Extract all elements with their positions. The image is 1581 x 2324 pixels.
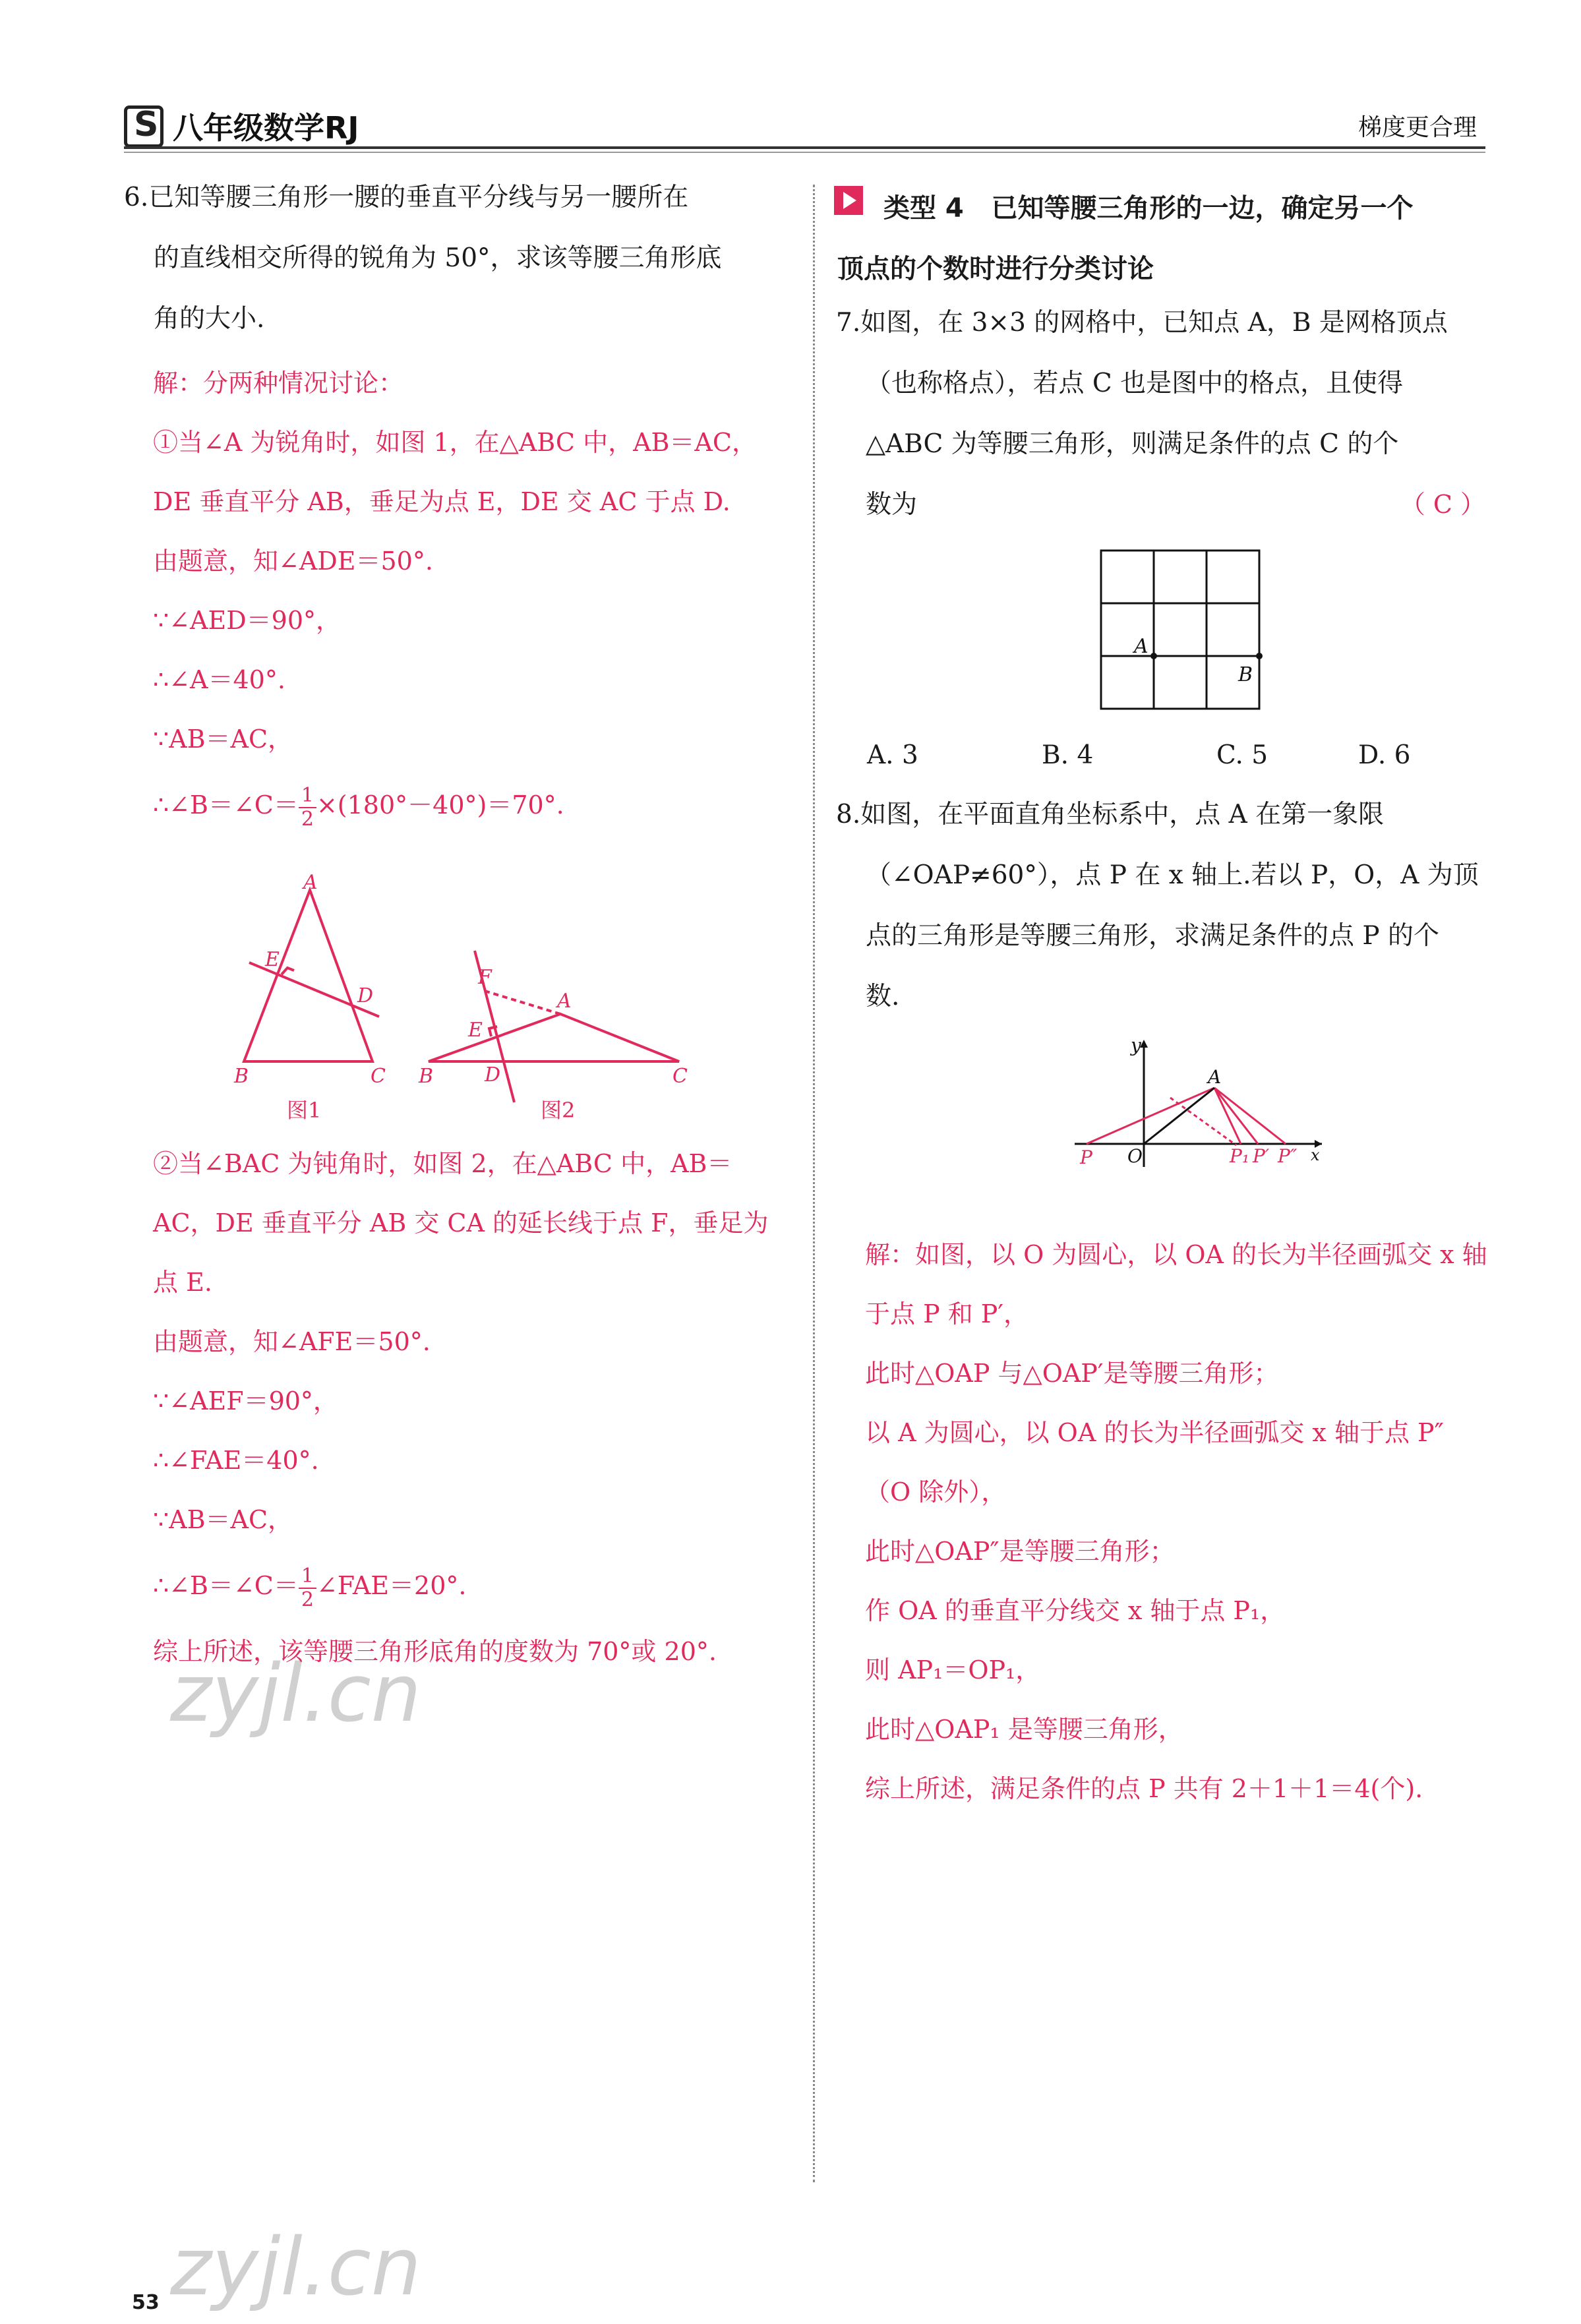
- q7-stem: [836, 293, 1485, 535]
- page-number: 53: [132, 2291, 160, 2314]
- type4-heading: [883, 178, 1414, 239]
- option-C: C. 5: [1216, 740, 1268, 770]
- fig1-label-C: C: [371, 1065, 386, 1088]
- option-D: D. 6: [1358, 740, 1411, 770]
- option-A: A. 3: [867, 740, 918, 770]
- sol-line: 此时△OAP₁ 是等腰三角形，: [865, 1715, 1183, 1744]
- fig1-label-D: D: [357, 984, 374, 1007]
- sol-line: 综上所述，满足条件的点 P 共有 2＋1＋1＝4(个).: [865, 1774, 1423, 1803]
- option-B: B. 4: [1042, 740, 1094, 770]
- sol-line: ∵∠AED＝90°，: [153, 606, 342, 635]
- point-A: [1150, 653, 1157, 659]
- q6-conclusion: 综上所述，该等腰三角形底角的度数为 70°或 20°.: [153, 1637, 717, 1666]
- fig1-label-A: A: [303, 871, 318, 894]
- sol-line: 由题意，知∠ADE＝50°.: [153, 547, 433, 576]
- q8-coordinate-figure: [1068, 1032, 1332, 1174]
- sol-line: 则 AP₁＝OP₁，: [865, 1655, 1041, 1684]
- sol-line: 由题意，知∠AFE＝50°.: [153, 1327, 431, 1356]
- sol-fraction-line: ∴∠B＝∠C＝ $\frac{1}{2}$ ∠FAE＝20°.: [153, 1564, 467, 1611]
- type4-label: 类型 4: [883, 193, 964, 223]
- fig2-label-B: B: [419, 1065, 434, 1088]
- fig2-label-A: A: [557, 990, 572, 1013]
- q8-stem: [836, 785, 1479, 1027]
- q6-line-1: 6.已知等腰三角形一腰的垂直平分线与另一腰所在: [124, 183, 689, 212]
- sol-line: 此时△OAP″是等腰三角形；: [865, 1537, 1175, 1566]
- sol-line: AC，DE 垂直平分 AB 交 CA 的延长线于点 F，垂足为: [153, 1208, 769, 1237]
- sol-line: ∵AB＝AC，: [153, 1505, 293, 1534]
- sol-line: DE 垂直平分 AB，垂足为点 E，DE 交 AC 于点 D.: [153, 487, 731, 516]
- q6-figures: [224, 864, 725, 1141]
- sol-line: 点 E.: [153, 1268, 212, 1297]
- q7-answer-bracket: （ C ）: [1400, 490, 1485, 519]
- sol-line: ∵AB＝AC，: [153, 725, 293, 754]
- label-A: A: [1208, 1066, 1222, 1088]
- fraction: $\frac{1}{2}$: [299, 785, 316, 831]
- q7-line-3: △ABC 为等腰三角形，则满足条件的点 C 的个: [866, 429, 1399, 459]
- sol-line: 解：分两种情况讨论：: [153, 369, 404, 398]
- type4-title-1: 已知等腰三角形的一边，确定另一个: [991, 193, 1414, 223]
- label-x: x: [1311, 1146, 1320, 1164]
- sol-line: ∴∠A＝40°.: [153, 665, 285, 694]
- logo: S: [124, 105, 164, 148]
- sol-line: （O 除外），: [865, 1477, 1007, 1506]
- grid-label-A: A: [1134, 635, 1148, 658]
- label-P-double-prime: P″: [1278, 1145, 1298, 1167]
- grid-label-B: B: [1238, 663, 1253, 686]
- q8-line-3: 点的三角形是等腰三角形，求满足条件的点 P 的个: [866, 921, 1440, 951]
- column-divider: [813, 185, 815, 2182]
- fig1-caption: 图1: [287, 1098, 322, 1123]
- sol-line: ∵∠AEF＝90°，: [153, 1386, 338, 1415]
- q8-solution: [865, 1225, 1487, 1818]
- q6-line-2: 的直线相交所得的锐角为 50°，求该等腰三角形底: [154, 243, 722, 273]
- label-P-prime: P′: [1253, 1145, 1270, 1167]
- q7-line-2: （也称格点），若点 C 也是图中的格点，且使得: [866, 369, 1404, 398]
- sol-fraction-line: ∴∠B＝∠C＝ $\frac{1}{2}$ ×(180°－40°)＝70°.: [153, 783, 564, 831]
- fig2-caption: 图2: [541, 1098, 576, 1123]
- fig2-extension: [485, 991, 560, 1014]
- q8-line-1: 8.如图，在平面直角坐标系中，点 A 在第一象限: [836, 800, 1385, 829]
- q8-line-4: 数.: [866, 982, 900, 1011]
- sol-line: 作 OA 的垂直平分线交 x 轴于点 P₁，: [865, 1596, 1286, 1625]
- sol-line: ①当∠A 为锐角时，如图 1，在△ABC 中，AB＝AC，: [153, 428, 757, 457]
- q6-line-3: 角的大小.: [154, 304, 265, 334]
- header-rule-thin: [124, 152, 1485, 153]
- fig1-label-E: E: [265, 948, 280, 971]
- q6-stem: [124, 167, 722, 349]
- sol-line: ②当∠BAC 为钝角时，如图 2，在△ABC 中，AB＝: [153, 1149, 732, 1178]
- fig2-label-C: C: [672, 1065, 688, 1088]
- header-rule: [124, 146, 1485, 149]
- sol-line: 以 A 为圆心，以 OA 的长为半径画弧交 x 轴于点 P″: [865, 1418, 1444, 1447]
- point-B: [1256, 653, 1263, 659]
- header-title: 八年级数学RJ: [173, 110, 359, 146]
- label-O: O: [1127, 1145, 1143, 1167]
- fig2-label-D: D: [485, 1063, 501, 1087]
- label-y: y: [1131, 1034, 1141, 1056]
- grid-border: [1101, 551, 1259, 709]
- q7-grid: [1094, 544, 1266, 715]
- type4-title-2: 顶点的个数时进行分类讨论: [837, 254, 1154, 284]
- watermark-bottom: zyjl.cn: [170, 2222, 421, 2313]
- sol-line: 于点 P 和 P′，: [865, 1299, 1029, 1328]
- fraction: $\frac{1}{2}$: [299, 1565, 316, 1611]
- fig1-label-B: B: [234, 1065, 249, 1088]
- q7-line-4: 数为 （ C ）: [866, 475, 1485, 535]
- q6-solution-part1: [153, 353, 757, 841]
- fig2-label-E: E: [468, 1019, 483, 1042]
- label-P1: P₁: [1230, 1145, 1250, 1167]
- sol-line: 解：如图，以 O 为圆心，以 OA 的长为半径画弧交 x 轴: [865, 1240, 1487, 1269]
- play-icon: [834, 186, 863, 215]
- label-P: P: [1080, 1147, 1092, 1168]
- fig2-triangle: [429, 1014, 679, 1061]
- q8-line-2: （∠OAP≠60°），点 P 在 x 轴上.若以 P，O，A 为顶: [866, 860, 1479, 890]
- q6-solution-part2: [153, 1134, 768, 1681]
- sol-line: 此时△OAP 与△OAP′是等腰三角形；: [865, 1359, 1279, 1388]
- fig2-label-F: F: [478, 966, 492, 989]
- q7-line-1: 7.如图，在 3×3 的网格中，已知点 A，B 是网格顶点: [836, 308, 1448, 338]
- sol-line: ∴∠FAE＝40°.: [153, 1446, 319, 1475]
- fig1-triangle: [244, 890, 373, 1061]
- watermark: zyjl.cn: [170, 1648, 421, 1740]
- header-slogan: 梯度更合理: [1358, 114, 1477, 141]
- fig1-right-angle: [282, 968, 294, 974]
